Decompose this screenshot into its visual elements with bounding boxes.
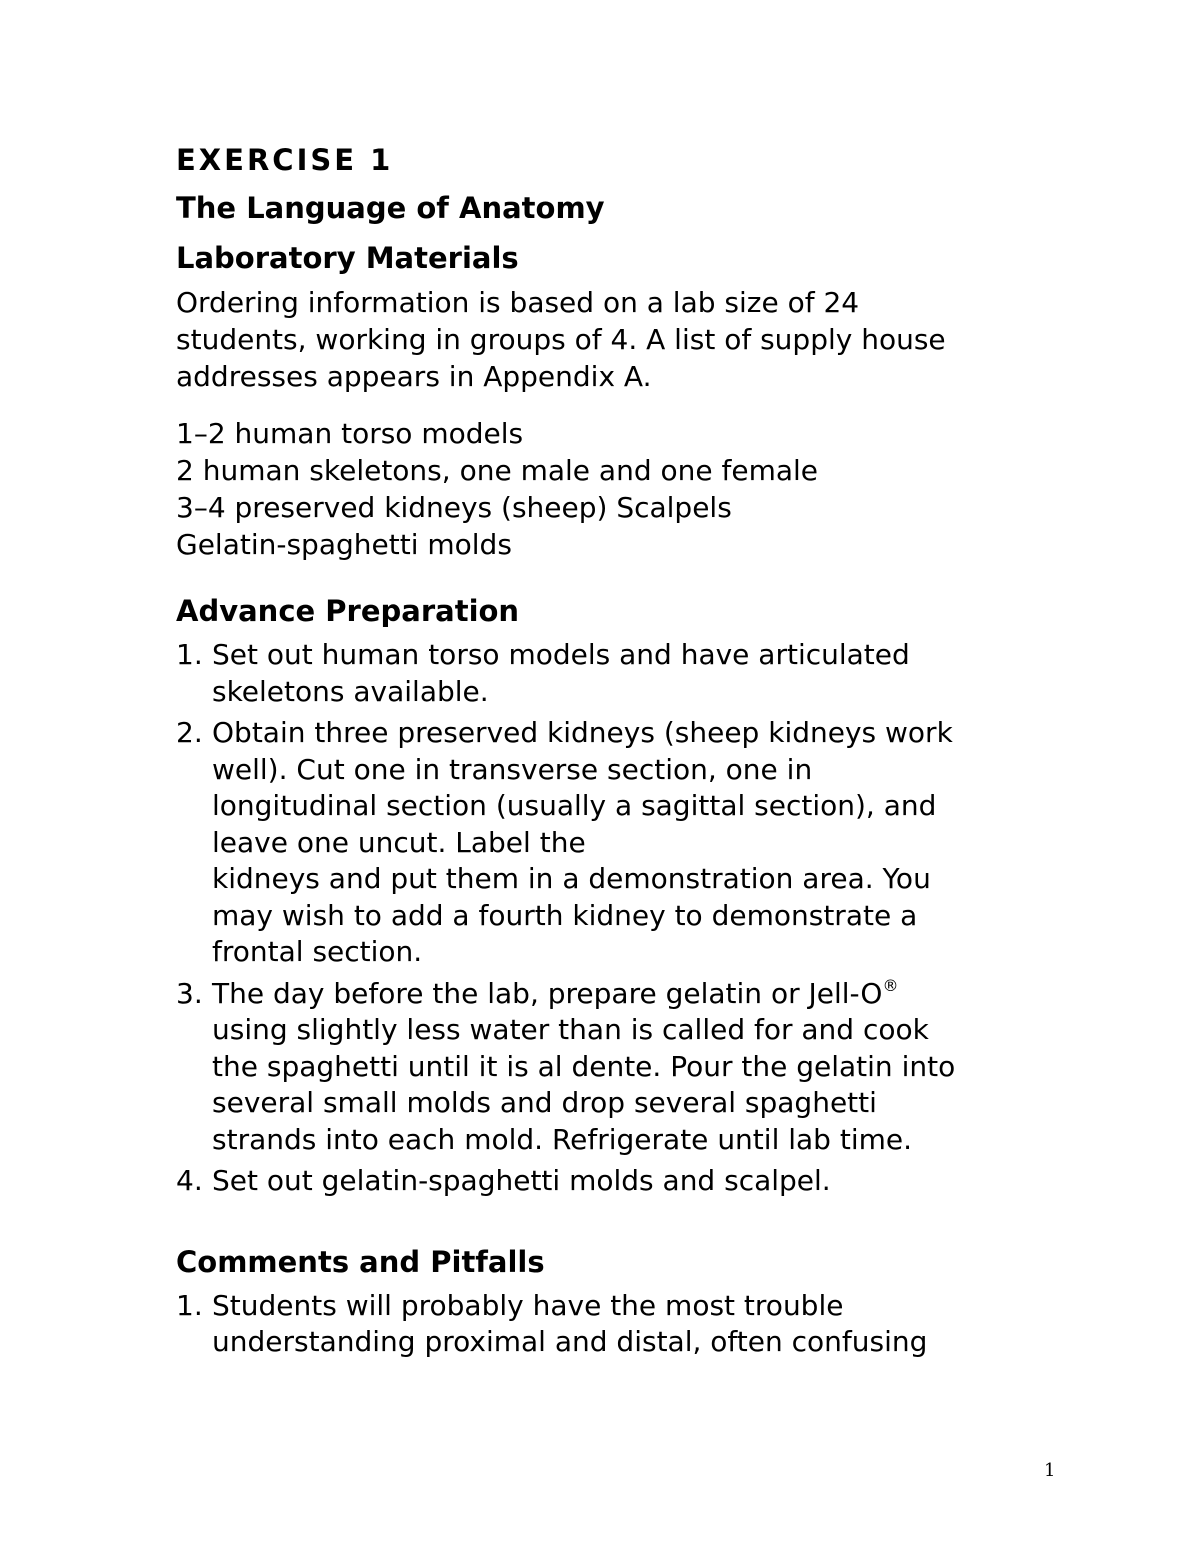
- list-item-number: 1.: [176, 1288, 203, 1322]
- list-item-line: leave one uncut. Label the: [212, 825, 586, 859]
- materials-item: 1–2 human torso models: [176, 417, 524, 450]
- list-item-line: kidneys and put them in a demonstration area. You: [212, 862, 931, 895]
- list-item-line: longitudinal section (usually a sagittal section), and: [212, 789, 937, 822]
- list-item-text: The day before the lab, prepare gelatin or Jell-O: [212, 976, 883, 1010]
- comments-pitfalls-list: [176, 1288, 1056, 1361]
- exercise-title: The Language of Anatomy: [176, 191, 605, 225]
- list-item-line: frontal section.: [212, 935, 423, 968]
- list-item: [176, 637, 1056, 710]
- list-item-line: well). Cut one in transverse section, one in: [212, 752, 813, 786]
- list-item-number: 1.: [176, 638, 203, 671]
- list-item: [176, 1163, 1056, 1200]
- list-item-line: Obtain three preserved kidneys (sheep kidneys work: [212, 716, 953, 749]
- materials-item: 3–4 preserved kidneys (sheep) Scalpels: [176, 491, 732, 524]
- list-item-line: using slightly less water than is called for and cook: [212, 1013, 929, 1046]
- list-item-line: Set out gelatin-spaghetti molds and scalpel.: [212, 1164, 831, 1197]
- page-number: 1: [1044, 1460, 1056, 1481]
- materials-item: 2 human skeletons, one male and one female: [176, 454, 819, 487]
- list-item: [176, 715, 1056, 971]
- list-item-line: Students will probably have the most trouble: [212, 1288, 844, 1322]
- list-item-line: Set out human torso models and have articulated: [212, 638, 910, 671]
- materials-item: Gelatin-spaghetti molds: [176, 528, 512, 561]
- list-item-line: the spaghetti until it is al dente. Pour the gelatin into: [212, 1049, 956, 1083]
- list-item-line: [212, 976, 1056, 1013]
- list-item-line: several small molds and drop several spaghetti: [212, 1086, 877, 1119]
- list-item: [176, 1288, 1056, 1361]
- list-item-line: skeletons available.: [212, 674, 489, 708]
- list-item-line: may wish to add a fourth kidney to demonstrate a: [212, 898, 918, 932]
- exercise-number: EXERCISE 1: [176, 143, 394, 177]
- page-content: [176, 140, 1056, 1366]
- registered-mark: ®: [882, 975, 899, 995]
- materials-list: [176, 415, 1056, 563]
- list-item-number: 3.: [176, 976, 203, 1010]
- list-item-line: strands into each mold. Refrigerate until lab time.: [212, 1122, 913, 1156]
- lab-materials-heading: Laboratory Materials: [176, 241, 519, 275]
- list-item-line: understanding proximal and distal, often confusing: [212, 1325, 928, 1358]
- intro-line: addresses appears in Appendix A.: [176, 360, 652, 393]
- intro-line: students, working in groups of 4. A list of supply house: [176, 323, 946, 356]
- list-item-number: 4.: [176, 1164, 203, 1197]
- lab-materials-intro: [176, 284, 1056, 395]
- advance-preparation-list: [176, 637, 1056, 1200]
- comments-pitfalls-heading: Comments and Pitfalls: [176, 1244, 545, 1279]
- list-item-number: 2.: [176, 716, 203, 749]
- intro-line: Ordering information is based on a lab size of 24: [176, 286, 860, 319]
- list-item: [176, 976, 1056, 1159]
- advance-preparation-heading: Advance Preparation: [176, 594, 520, 628]
